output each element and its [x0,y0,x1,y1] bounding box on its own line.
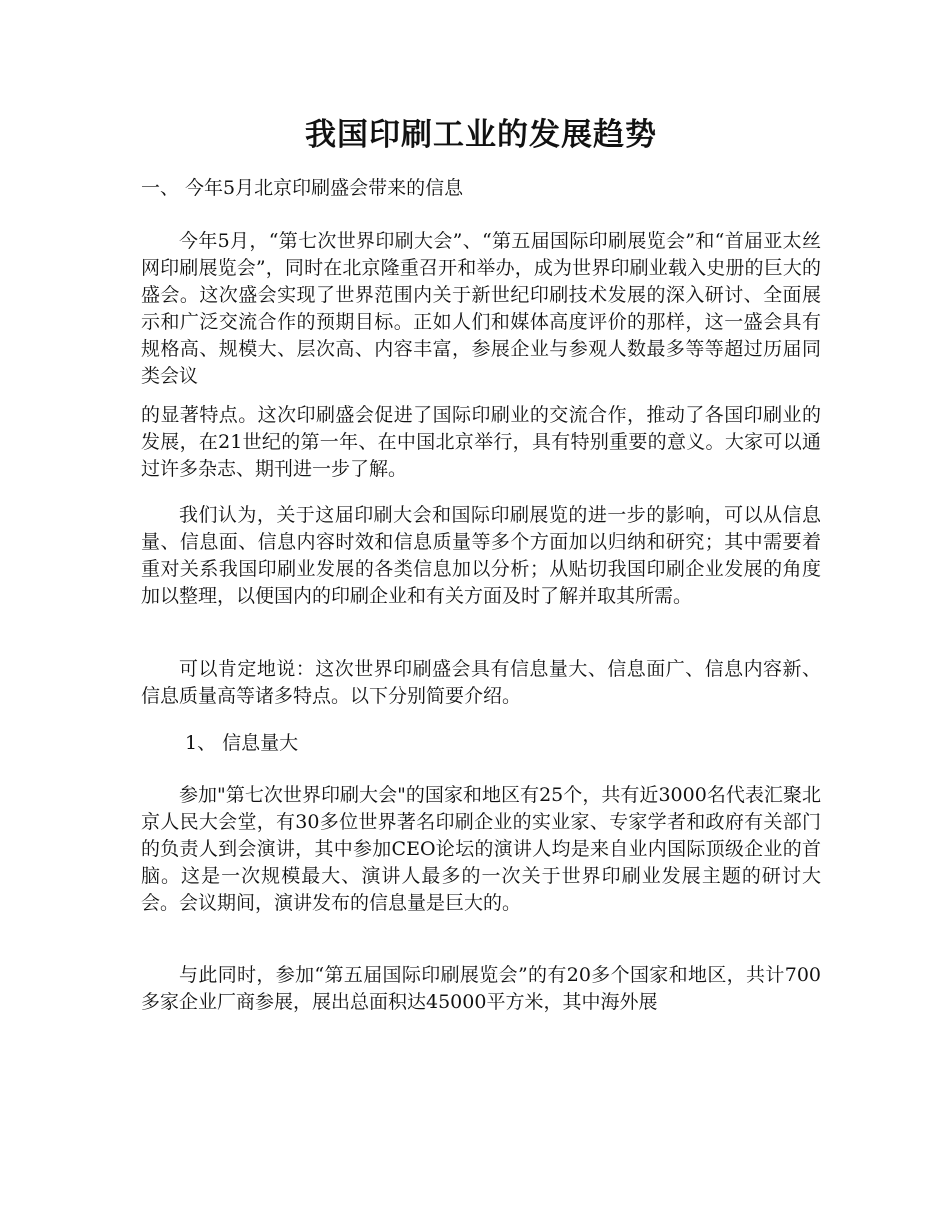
paragraph-4: 可以肯定地说：这次世界印刷盛会具有信息量大、信息面广、信息内容新、信息质量高等诸多特点。以下分别简要介绍。 [141,658,821,707]
paragraph-1: 今年5月，“第七次世界印刷大会”、“第五届国际印刷展览会”和“首届亚太丝网印刷展览会”，同时在北京隆重召开和举办，成为世界印刷业载入史册的巨大的盛会。这次盛会实现了世界范围内关于新世纪印刷技术发展的深入研讨、全面展示和广泛交流合作的预期目标。正如人们和媒体高度评价的那样，这一盛会具有规格高、规模大、层次高、内容丰富，参展企业与参观人数最多等等超过历届同类会议 [141,230,821,387]
section-heading: 一、 今年5月北京印刷盛会带来的信息 [141,177,464,199]
paragraph-6: 与此同时，参加“第五届国际印刷展览会”的有20多个国家和地区，共计700多家企业厂商参展，展出总面积达45000平方米，其中海外展 [141,964,821,1013]
paragraph-5: 参加"第七次世界印刷大会"的国家和地区有25个，共有近3000名代表汇聚北京人民大会堂，有30多位世界著名印刷企业的实业家、专家学者和政府有关部门的负责人到会演讲，其中参加CEO论坛的演讲人均是来自业内国际顶级企业的首脑。这是一次规模最大、演讲人最多的一次关于世界印刷业发展主题的研讨大会。会议期间，演讲发布的信息量是巨大的。 [141,784,821,914]
paragraph-2: 的显著特点。这次印刷盛会促进了国际印刷业的交流合作，推动了各国印刷业的发展，在21世纪的第一年、在中国北京举行，具有特别重要的意义。大家可以通过许多杂志、期刊进一步了解。 [141,404,821,480]
document-title: 我国印刷工业的发展趋势 [305,117,657,153]
paragraph-3: 我们认为，关于这届印刷大会和国际印刷展览的进一步的影响，可以从信息量、信息面、信息内容时效和信息质量等多个方面加以归纳和研究；其中需要着重对关系我国印刷业发展的各类信息加以分析；从贴切我国印刷企业发展的角度加以整理，以便国内的印刷企业和有关方面及时了解并取其所需。 [141,504,821,607]
subheading-1: 1、 信息量大 [185,732,299,754]
